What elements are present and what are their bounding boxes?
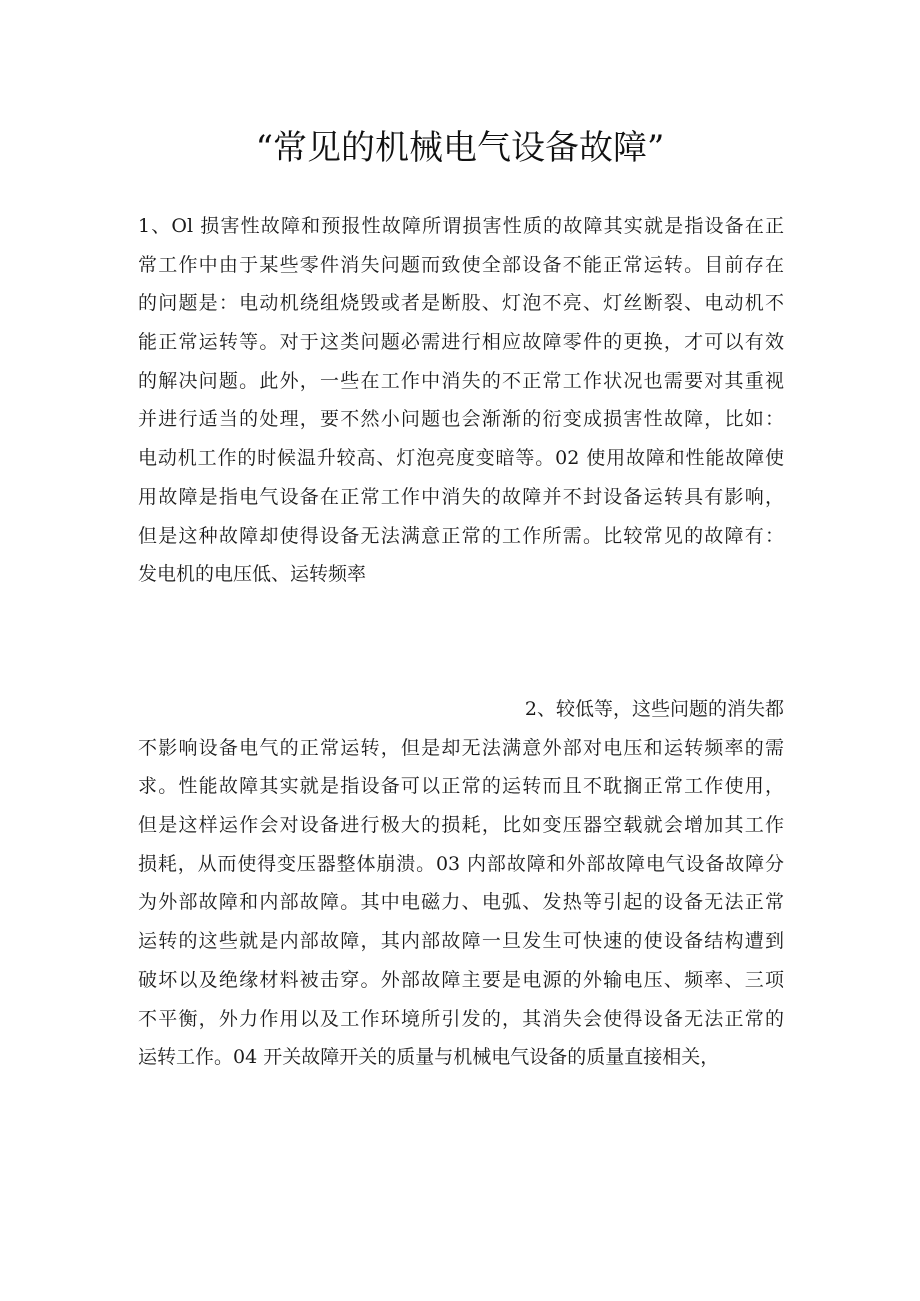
paragraph-line: 的解决问题。此外，一些在工作中消失的不正常工作状况也需要对其重视 [138, 369, 784, 392]
paragraph-line: 的问题是：电动机绕组烧毁或者是断股、灯泡不亮、灯丝断裂、电动机不 [138, 292, 784, 315]
paragraph-line: 并进行适当的处理，要不然小问题也会渐渐的衍变成损害性故障，比如： [138, 408, 784, 431]
paragraph-line: 破坏以及绝缘材料被击穿。外部故障主要是电源的外输电压、频率、三项 [138, 968, 784, 991]
document-title: “常见的机械电气设备故障” [255, 128, 665, 168]
paragraph-line: 能正常运转等。对于这类问题必需进行相应故障零件的更换，才可以有效 [138, 331, 784, 354]
paragraph-2 [138, 690, 784, 1077]
paragraph-line: 但是这样运作会对设备进行极大的损耗，比如变压器空载就会增加其工作 [138, 814, 784, 837]
paragraph-line: 求。性能故障其实就是指设备可以正常的运转而且不耽搁正常工作使用， [138, 775, 784, 798]
paragraph-line: 损耗，从而使得变压器整体崩溃。03 内部故障和外部故障电气设备故障分 [138, 852, 784, 875]
paragraph-line: 2、较低等，这些问题的消失都 [524, 698, 784, 720]
paragraph-line: 不平衡，外力作用以及工作环境所引发的，其消失会使得设备无法正常的 [138, 1007, 784, 1030]
paragraph-line: 运转的这些就是内部故障，其内部故障一旦发生可快速的使设备结构遭到 [138, 930, 784, 953]
paragraph-line: 1、Ol 损害性故障和预报性故障所谓损害性质的故障其实就是指设备在正 [138, 215, 784, 237]
paragraph-line: 但是这种故障却使得设备无法满意正常的工作所需。比较常见的故障有： [138, 524, 784, 547]
paragraph-line: 发电机的电压低、运转频率 [138, 563, 367, 586]
paragraph-line: 为外部故障和内部故障。其中电磁力、电弧、发热等引起的设备无法正常 [138, 891, 784, 914]
paragraph-line: 常工作中由于某些零件消失问题而致使全部设备不能正常运转。目前存在 [138, 253, 784, 276]
paragraph-line: 用故障是指电气设备在正常工作中消失的故障并不封设备运转具有影响， [138, 485, 784, 508]
paragraph-line: 不影响设备电气的正常运转，但是却无法满意外部对电压和运转频率的需 [138, 736, 784, 759]
paragraph-1 [138, 207, 784, 594]
paragraph-line: 运转工作。04 开关故障开关的质量与机械电气设备的质量直接相关， [138, 1046, 720, 1069]
paragraph-line: 电动机工作的时候温升较高、灯泡亮度变暗等。02 使用故障和性能故障使 [138, 447, 784, 470]
